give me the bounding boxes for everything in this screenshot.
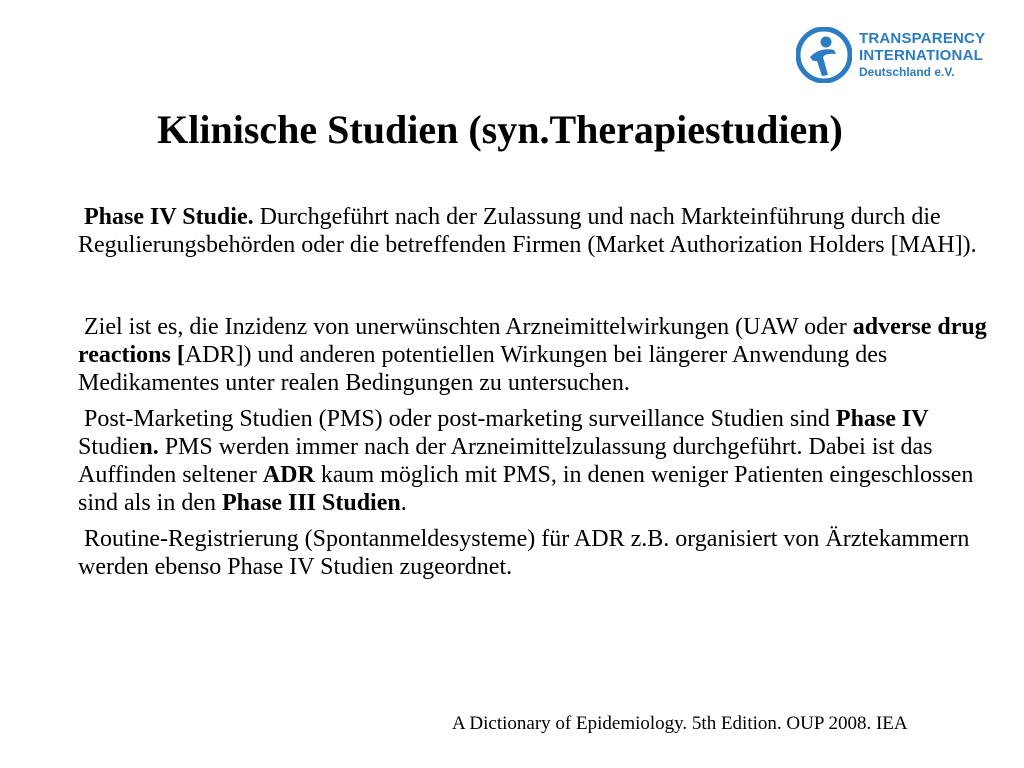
logo-wordmark (859, 30, 985, 81)
slide-body (78, 203, 998, 581)
slide-title: Klinische Studien (syn.Therapiestudien) (157, 107, 843, 152)
paragraph-pms-text-5: . (400, 490, 407, 516)
paragraph-pms-bold-phase-iv: Phase IV (835, 406, 929, 432)
paragraph-goal-text-2: ADR]) und anderen potentiellen Wirkungen bei längerer Anwendung des Medikamentes unter realen Bedingungen zu untersuchen. (78, 342, 888, 396)
logo-line-transparency: TRANSPARENCY (859, 29, 986, 47)
paragraph-phase-iv (78, 203, 998, 259)
paragraph-pms-bold-n: n. (139, 434, 159, 460)
paragraph-goal-bold-adr: adverse drug reactions [ (78, 314, 987, 368)
paragraph-pms (78, 405, 998, 517)
paragraph-goal (78, 313, 998, 397)
paragraph-pms-bold-adr: ADR (262, 462, 315, 488)
paragraph-pms-text-3: PMS werden immer nach der Arzneimittelzulassung durchgeführt. Dabei ist das Auffinden seltener (78, 434, 933, 488)
paragraph-pms-text-2: Studie (78, 434, 140, 460)
paragraph-pms-text-4: kaum möglich mit PMS, in denen weniger Patienten eingeschlossen sind als in den (78, 462, 974, 516)
paragraph-phase-iv-lead: Phase IV Studie. (84, 204, 254, 230)
source-citation: A Dictionary of Epidemiology. 5th Edition. OUP 2008. IEA (452, 713, 908, 734)
logo-line-deutschland: Deutschland e.V. (859, 64, 955, 79)
transparency-international-logo (796, 24, 1006, 86)
paragraph-routine-registration: Routine-Registrierung (Spontanmeldesysteme) für ADR z.B. organisiert von Ärztekammern werden ebenso Phase IV Studien zugeordnet. (78, 526, 970, 580)
paragraph-pms-bold-phase-iii: Phase III Studien (222, 490, 401, 516)
paragraph-pms-text-1: Post-Marketing Studien (PMS) oder post-marketing surveillance Studien sind (84, 406, 836, 432)
paragraph-goal-text-1: Ziel ist es, die Inzidenz von unerwünschten Arzneimittelwirkungen (UAW oder (84, 314, 853, 340)
logo-line-international: INTERNATIONAL (859, 46, 983, 64)
transparency-figure-icon (796, 27, 852, 83)
paragraph-phase-iv-text: Durchgeführt nach der Zulassung und nach Markteinführung durch die Regulierungsbehörden oder die betreffenden Firmen (Market Authorization Holders [MAH]). (78, 204, 977, 258)
